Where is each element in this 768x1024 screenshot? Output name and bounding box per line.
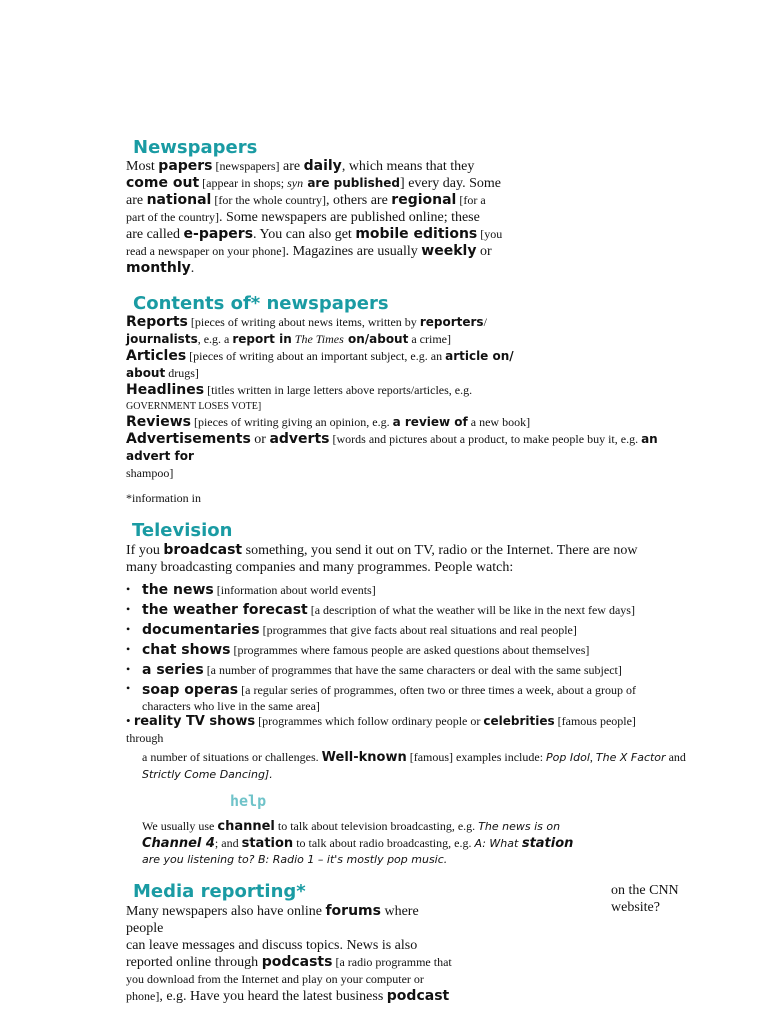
text-line: come out [appear in shops; syn are published] every day. Some <box>126 175 501 191</box>
text-line: Most papers [newspapers] are daily, which means that they <box>126 158 475 174</box>
list-item: • a series [a number of programmes that have the same characters or deal with the same subject] <box>126 662 622 678</box>
text-line: shampoo] <box>126 466 174 480</box>
help-label: help <box>230 792 267 810</box>
text-line: about drugs] <box>126 366 199 380</box>
text-line: If you broadcast something, you send it out on TV, radio or the Internet. There are now <box>126 542 638 558</box>
text-line: on the CNN <box>611 883 679 898</box>
list-item: • documentaries [programmes that give facts about real situations and real people] <box>126 622 577 638</box>
text-line: Many newspapers also have online forums where <box>126 903 419 919</box>
text-line: through <box>126 731 164 745</box>
text-line: reported online through podcasts [a radio programme that <box>126 954 452 970</box>
text-line: are called e-papers. You can also get mobile editions [you <box>126 226 503 242</box>
list-item: • chat shows [programmes where famous people are asked questions about themselves] <box>126 642 590 658</box>
text-line: people <box>126 921 164 936</box>
text-line: Channel 4; and station to talk about radio broadcasting, e.g. A: What station <box>142 836 574 851</box>
programme-list <box>126 580 706 714</box>
text-line: GOVERNMENT LOSES VOTE] <box>126 401 262 412</box>
text-line: monthly. <box>126 260 195 276</box>
section-heading-contents: Contents of* newspapers <box>133 293 389 314</box>
text-line: Reviews [pieces of writing giving an opinion, e.g. a review of a new book] <box>126 414 531 430</box>
media-paragraph <box>126 903 486 1005</box>
television-intro <box>126 542 726 576</box>
text-line: can leave messages and discuss topics. News is also <box>126 938 418 953</box>
text-line: are you listening to? B: Radio 1 – it's mostly pop music. <box>142 853 448 866</box>
text-line: Headlines [titles written in large letters above reports/articles, e.g. <box>126 382 473 398</box>
text-line: We usually use channel to talk about television broadcasting, e.g. The news is on <box>142 819 561 834</box>
text-line: phone], e.g. Have you heard the latest business podcast <box>126 988 450 1004</box>
media-side-text <box>611 882 711 916</box>
text-line: journalists, e.g. a report in The Times on/about a crime] <box>126 332 451 346</box>
text-line: read a newspaper on your phone]. Magazines are usually weekly or <box>126 243 492 259</box>
contents-list <box>126 314 706 507</box>
text-line: Strictly Come Dancing]. <box>142 768 273 781</box>
text-line: a number of situations or challenges. Well-known [famous] examples include: Pop Idol, The X Factor and <box>142 750 686 765</box>
list-item: • soap operas [a regular series of programmes, often two or three times a week, about a group of characters who live in the same area] <box>126 681 636 713</box>
list-item: • the news [information about world events] <box>126 582 376 598</box>
text-line: you download from the Internet and play on your computer or <box>126 972 424 986</box>
text-line: Advertisements or adverts [words and pictures about a product, to make people buy it, e.g. an advert for <box>126 431 658 463</box>
newspapers-paragraph <box>126 158 526 277</box>
section-heading-television: Television <box>132 520 233 541</box>
text-line: Articles [pieces of writing about an important subject, e.g. an article on/ <box>126 348 514 364</box>
list-item: • the weather forecast [a description of what the weather will be like in the next few days] <box>126 602 635 618</box>
text-line: part of the country]. Some newspapers are published online; these <box>126 210 480 225</box>
text-line: are national [for the whole country], others are regional [for a <box>126 192 486 208</box>
footnote: *information in <box>126 491 201 505</box>
text-line: many broadcasting companies and many programmes. People watch: <box>126 560 514 575</box>
reality-tv-item <box>126 712 716 783</box>
text-line: • reality TV shows [programmes which follow ordinary people or celebrities [famous people] <box>126 713 636 729</box>
section-heading-newspapers: Newspapers <box>133 137 258 158</box>
text-line: website? <box>611 900 660 915</box>
help-note <box>142 818 702 868</box>
section-heading-media-reporting: Media reporting* <box>133 881 306 902</box>
text-line: Reports [pieces of writing about news items, written by reporters/ <box>126 314 487 330</box>
